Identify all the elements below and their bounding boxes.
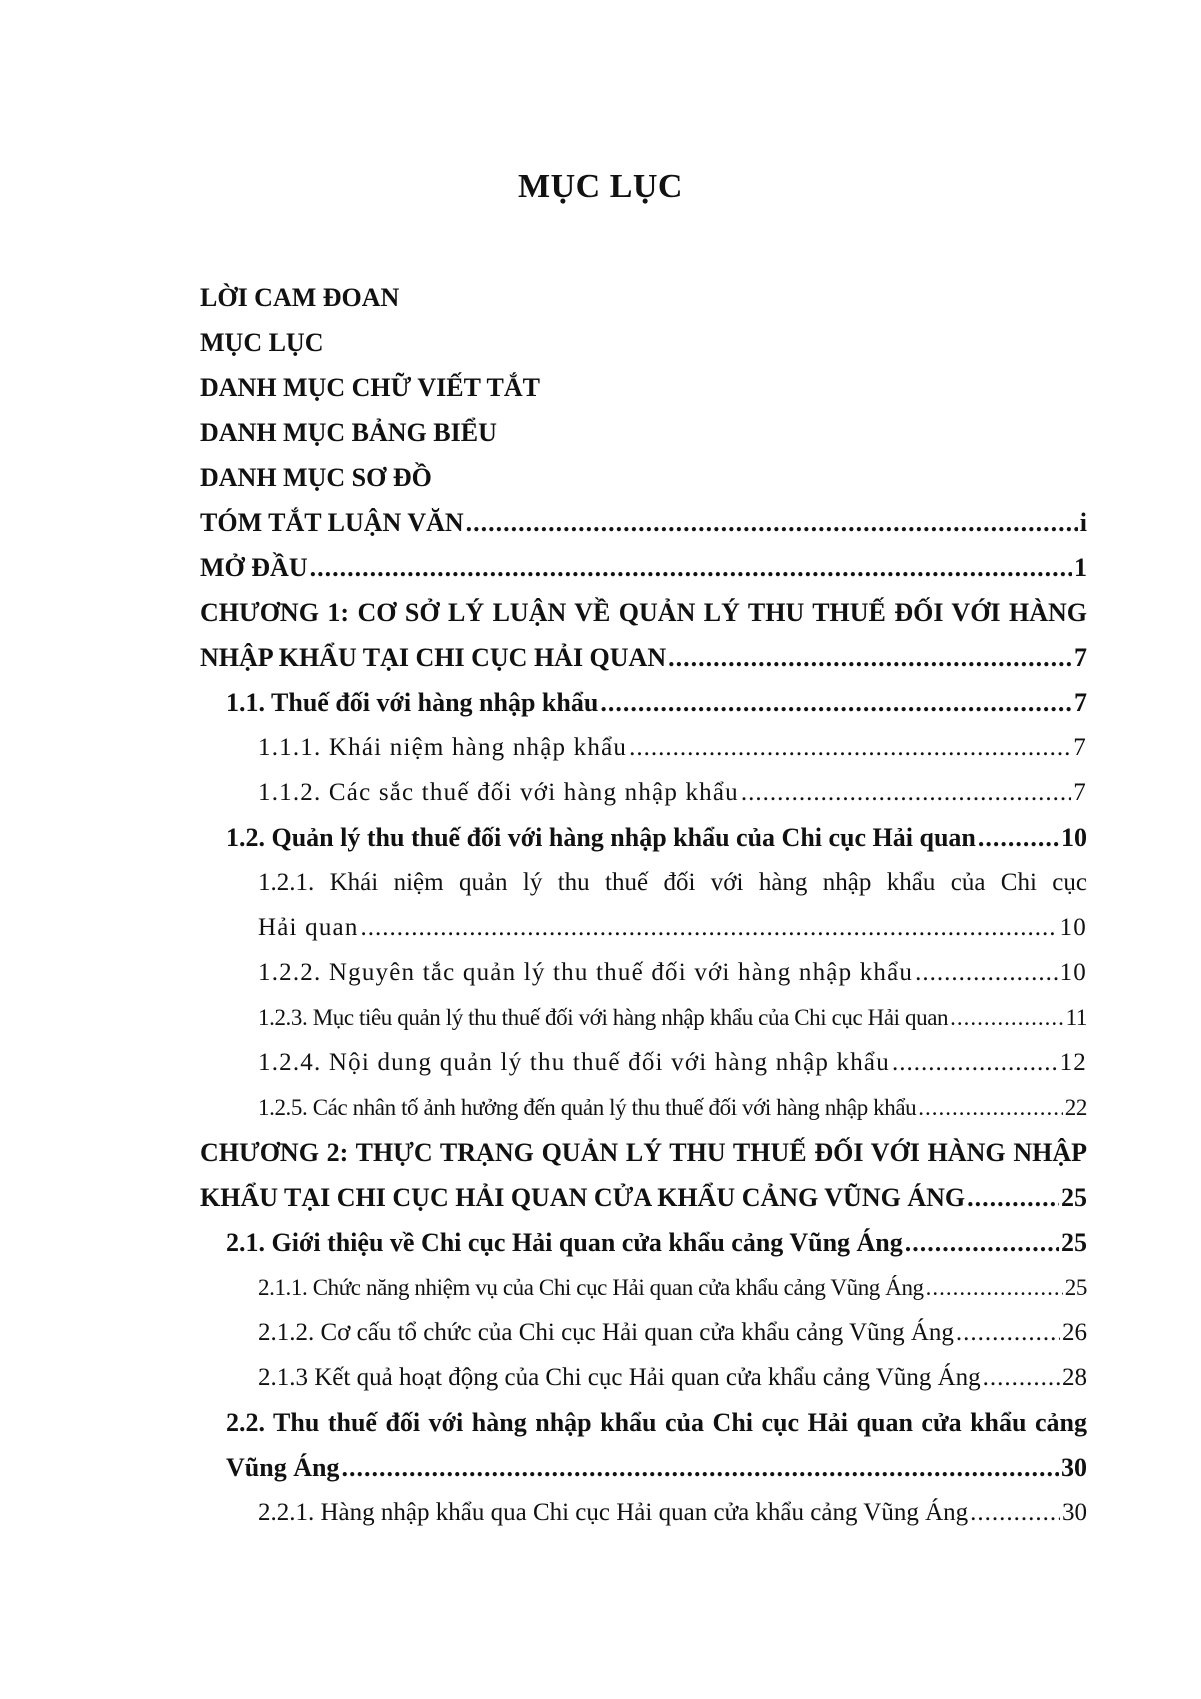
toc-entry — [200, 545, 1087, 590]
toc-entry — [200, 995, 1087, 1040]
dot-leader — [361, 905, 1058, 950]
dot-leader — [978, 815, 1059, 860]
dot-leader — [956, 1310, 1060, 1355]
toc-entry — [200, 770, 1087, 815]
toc-entry — [200, 590, 1087, 635]
toc-entry-text: LỜI CAM ĐOAN — [200, 283, 400, 312]
toc-page-number: i — [1079, 508, 1087, 537]
dot-leader — [970, 1490, 1060, 1535]
toc-entry — [200, 815, 1087, 860]
dot-leader — [629, 725, 1071, 770]
toc-page-number: 10 — [1059, 959, 1087, 986]
dot-leader — [892, 1040, 1058, 1085]
toc-entry-text: DANH MỤC SƠ ĐỒ — [200, 463, 432, 492]
dot-leader — [668, 635, 1072, 680]
toc-entry — [200, 1355, 1087, 1400]
toc-page-number: 1 — [1074, 553, 1087, 582]
toc-entry-text: Hải quan — [258, 914, 359, 941]
toc-entry-text: 2.1.2. Cơ cấu tổ chức của Chi cục Hải quan cửa khẩu cảng Vũng Áng — [258, 1319, 954, 1346]
toc-entry-text: 1.1.1. Khái niệm hàng nhập khẩu — [258, 734, 628, 761]
toc-entry — [200, 1130, 1087, 1175]
toc-entry — [200, 410, 1087, 455]
dot-leader — [950, 995, 1064, 1040]
toc-page-number: 30 — [1062, 1499, 1087, 1526]
toc-entry — [200, 1265, 1087, 1310]
toc-entry-text: 1.1.2. Các sắc thuế đối với hàng nhập khẩu — [258, 779, 739, 806]
toc-page-number: 25 — [1064, 1275, 1087, 1300]
dot-leader — [926, 1265, 1063, 1310]
dot-leader — [905, 1220, 1059, 1265]
toc-page-number: 10 — [1059, 914, 1087, 941]
toc-entry — [200, 455, 1087, 500]
toc-page-number: 7 — [1074, 688, 1087, 717]
dot-leader — [466, 500, 1078, 545]
toc-entry-text: 1.2.4. Nội dung quản lý thu thuế đối với hàng nhập khẩu — [258, 1049, 890, 1076]
toc-entry-text: DANH MỤC BẢNG BIỂU — [200, 418, 497, 447]
toc-entry-text: 2.1. Giới thiệu về Chi cục Hải quan cửa khẩu cảng Vũng Áng — [226, 1228, 903, 1257]
dot-leader — [967, 1175, 1059, 1220]
dot-leader — [600, 680, 1072, 725]
toc-entry-text: 2.1.1. Chức năng nhiệm vụ của Chi cục Hải quan cửa khẩu cảng Vũng Áng — [258, 1275, 924, 1300]
toc-entry — [200, 1085, 1087, 1130]
dot-leader — [741, 770, 1071, 815]
toc-entry — [200, 860, 1087, 905]
toc-page-number: 11 — [1065, 1005, 1087, 1030]
toc-page-number: 12 — [1059, 1049, 1087, 1076]
toc-entry — [200, 1310, 1087, 1355]
toc-entry — [200, 500, 1087, 545]
toc-page-number: 22 — [1064, 1095, 1087, 1120]
toc-entry-text: 1.2.2. Nguyên tắc quản lý thu thuế đối với hàng nhập khẩu — [258, 959, 914, 986]
toc-entry-text: 2.2.1. Hàng nhập khẩu qua Chi cục Hải quan cửa khẩu cảng Vũng Áng — [258, 1499, 969, 1526]
toc-entry-text: 1.2.1. Khái niệm quản lý thu thuế đối với hàng nhập khẩu của Chi cục — [258, 869, 1087, 896]
toc-entry-text: KHẨU TẠI CHI CỤC HẢI QUAN CỬA KHẨU CẢNG VŨNG ÁNG — [200, 1183, 966, 1212]
toc-entry — [200, 1220, 1087, 1265]
table-of-contents — [200, 275, 1087, 1535]
toc-entry — [200, 320, 1087, 365]
toc-entry-text: CHƯƠNG 2: THỰC TRẠNG QUẢN LÝ THU THUẾ ĐỐI VỚI HÀNG NHẬP — [200, 1138, 1087, 1167]
toc-page-number: 7 — [1074, 643, 1087, 672]
toc-page-number: 26 — [1062, 1319, 1087, 1346]
toc-page-number: 10 — [1061, 823, 1087, 852]
toc-entry — [200, 950, 1087, 995]
toc-entry — [200, 1040, 1087, 1085]
toc-entry-text: 1.2. Quản lý thu thuế đối với hàng nhập khẩu của Chi cục Hải quan — [226, 823, 976, 852]
toc-entry — [200, 725, 1087, 770]
toc-entry — [200, 275, 1087, 320]
dot-leader — [341, 1445, 1059, 1490]
toc-entry — [200, 365, 1087, 410]
toc-entry-text: 1.2.3. Mục tiêu quản lý thu thuế đối với hàng nhập khẩu của Chi cục Hải quan — [258, 1005, 949, 1030]
dot-leader — [310, 545, 1072, 590]
toc-entry-text: MỤC LỤC — [200, 328, 324, 357]
toc-entry-text: 1.2.5. Các nhân tố ảnh hưởng đến quản lý thu thuế đối với hàng nhập khẩu — [258, 1095, 917, 1120]
toc-entry — [200, 905, 1087, 950]
toc-entry-text: NHẬP KHẨU TẠI CHI CỤC HẢI QUAN — [200, 643, 667, 672]
toc-entry — [200, 635, 1087, 680]
toc-entry-text: 2.1.3 Kết quả hoạt động của Chi cục Hải quan cửa khẩu cảng Vũng Áng — [258, 1364, 981, 1391]
toc-entry — [200, 1490, 1087, 1535]
dot-leader — [915, 950, 1057, 995]
toc-entry-text: MỞ ĐẦU — [200, 553, 308, 582]
toc-page-number: 25 — [1061, 1228, 1087, 1257]
toc-entry — [200, 1400, 1087, 1445]
toc-page-number: 30 — [1061, 1453, 1087, 1482]
toc-page-number: 28 — [1062, 1364, 1087, 1391]
toc-entry-text: CHƯƠNG 1: CƠ SỞ LÝ LUẬN VỀ QUẢN LÝ THU THUẾ ĐỐI VỚI HÀNG — [200, 598, 1087, 627]
toc-entry-text: Vũng Áng — [226, 1453, 340, 1482]
toc-entry-text: DANH MỤC CHỮ VIẾT TẮT — [200, 373, 540, 402]
dot-leader — [918, 1085, 1063, 1130]
toc-entry — [200, 680, 1087, 725]
toc-entry-text: 2.2. Thu thuế đối với hàng nhập khẩu của Chi cục Hải quan cửa khẩu cảng — [226, 1408, 1087, 1437]
toc-page-number: 7 — [1073, 734, 1087, 761]
dot-leader — [983, 1355, 1060, 1400]
toc-entry-text: TÓM TẮT LUẬN VĂN — [200, 508, 464, 537]
toc-page-number: 7 — [1073, 779, 1087, 806]
page-title: MỤC LỤC — [518, 168, 683, 205]
toc-entry — [200, 1175, 1087, 1220]
toc-entry — [200, 1445, 1087, 1490]
toc-page-number: 25 — [1061, 1183, 1087, 1212]
toc-entry-text: 1.1. Thuế đối với hàng nhập khẩu — [226, 688, 599, 717]
